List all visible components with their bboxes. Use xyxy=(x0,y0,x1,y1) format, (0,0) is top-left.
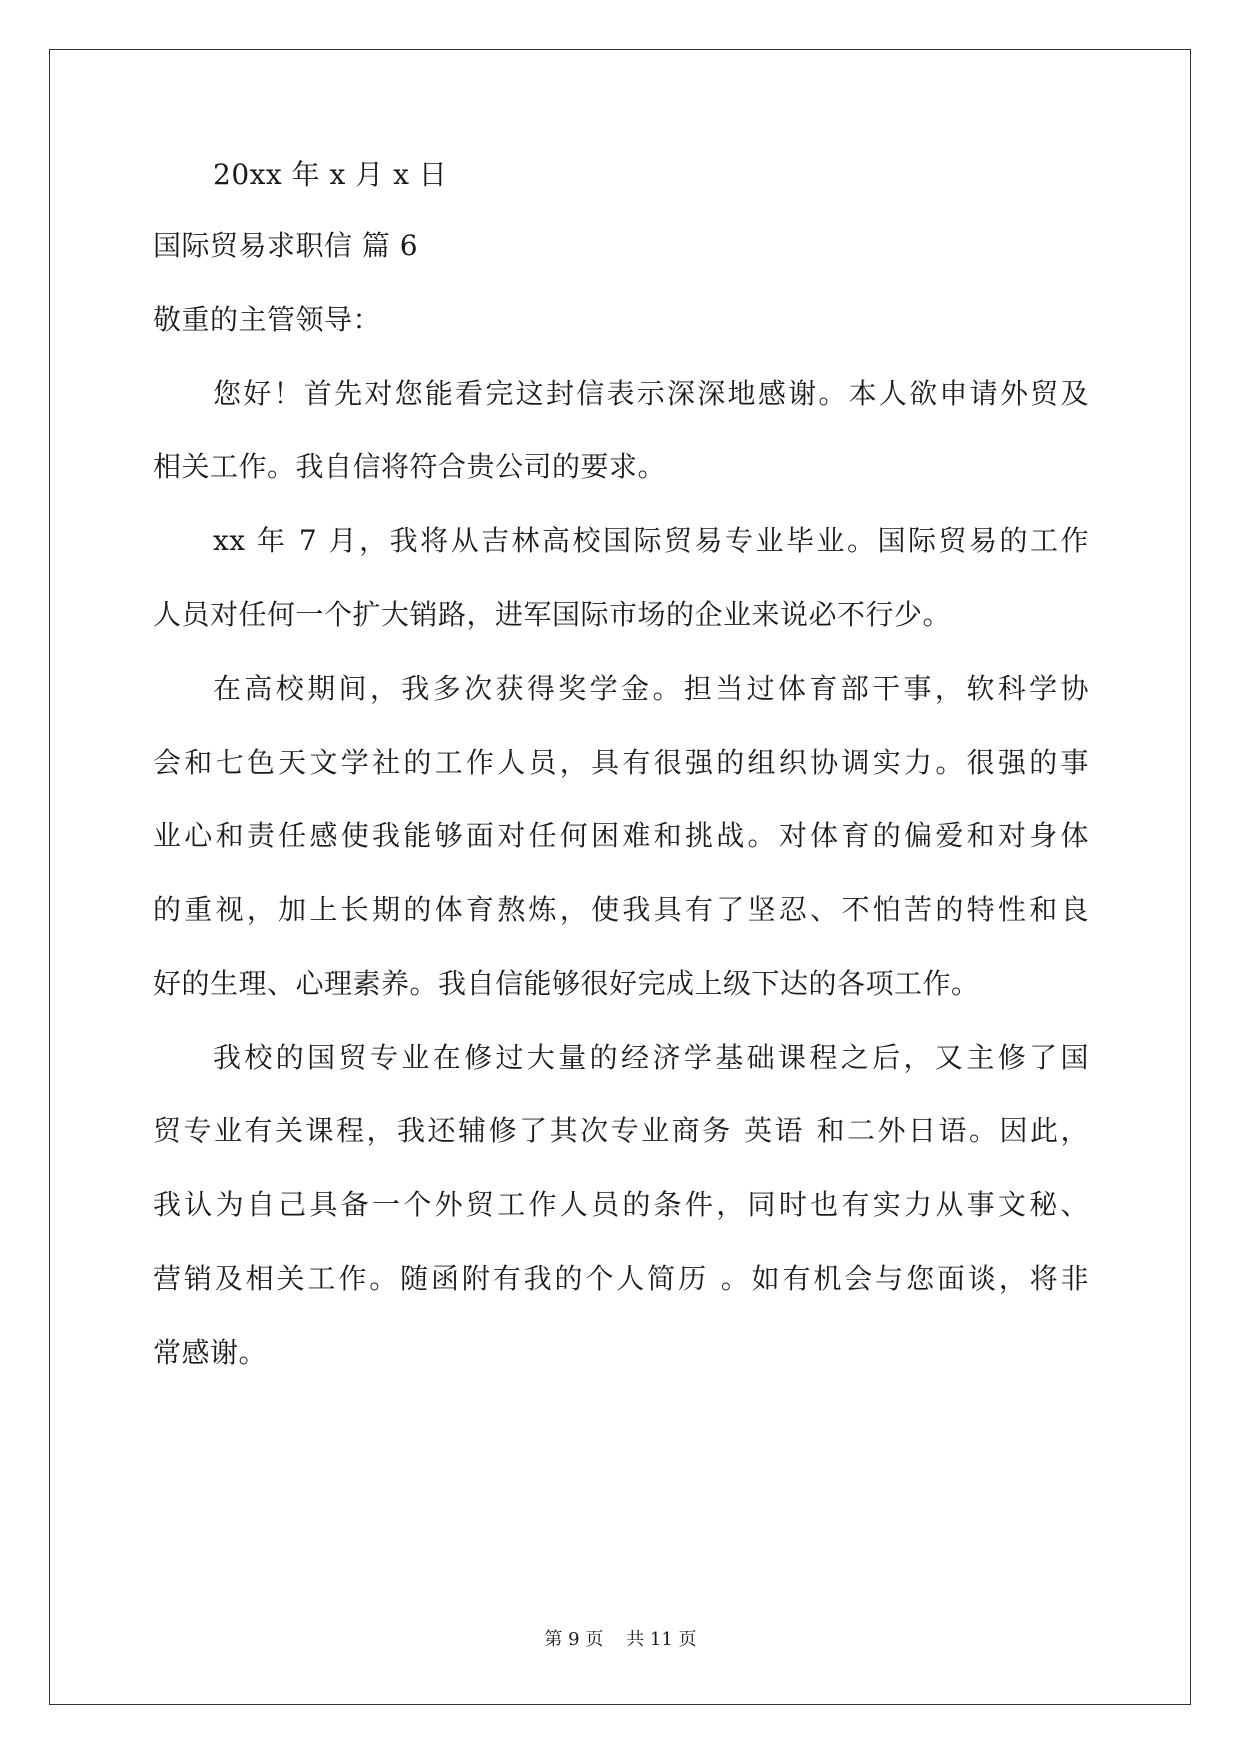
paragraph-line: 常感谢。 xyxy=(153,1336,268,1369)
paragraph-line: 我认为自己具备一个外贸工作人员的条件，同时也有实力从事文秘、 xyxy=(153,1188,1089,1221)
page-number-footer: 第 9 页 共 11 页 xyxy=(544,1629,697,1650)
paragraph-line: 好的生理、心理素养。我自信能够很好完成上级下达的各项工作。 xyxy=(153,967,980,1000)
paragraph-line: 贸专业有关课程，我还辅修了其次专业商务 英语 和二外日语。因此， xyxy=(153,1114,1089,1147)
date-line: 20xx 年 x 月 x 日 xyxy=(213,158,448,191)
paragraph-line: 您好！首先对您能看完这封信表示深深地感谢。本人欲申请外贸及 xyxy=(213,377,1089,410)
paragraph-line: xx 年 7 月，我将从吉林高校国际贸易专业毕业。国际贸易的工作 xyxy=(213,524,1089,557)
paragraph-line: 业心和责任感使我能够面对任何困难和挑战。对体育的偏爱和对身体 xyxy=(153,819,1089,852)
paragraph-line: 的重视，加上长期的体育熬炼，使我具有了坚忍、不怕苦的特性和良 xyxy=(153,893,1089,926)
paragraph-line: 我校的国贸专业在修过大量的经济学基础课程之后，又主修了国 xyxy=(213,1041,1089,1074)
paragraph-line: 相关工作。我自信将符合贵公司的要求。 xyxy=(153,450,667,483)
section-title: 国际贸易求职信 篇 6 xyxy=(153,229,419,262)
paragraph-line: 人员对任何一个扩大销路，进军国际市场的企业来说必不行少。 xyxy=(153,598,952,631)
paragraph-line: 营销及相关工作。随函附有我的个人简历 。如有机会与您面谈，将非 xyxy=(153,1262,1089,1295)
paragraph-line: 会和七色天文学社的工作人员，具有很强的组织协调实力。很强的事 xyxy=(153,746,1089,779)
page-border xyxy=(49,49,1191,1705)
salutation: 敬重的主管领导： xyxy=(153,303,382,336)
paragraph-line: 在高校期间，我多次获得奖学金。担当过体育部干事，软科学协 xyxy=(213,672,1089,705)
